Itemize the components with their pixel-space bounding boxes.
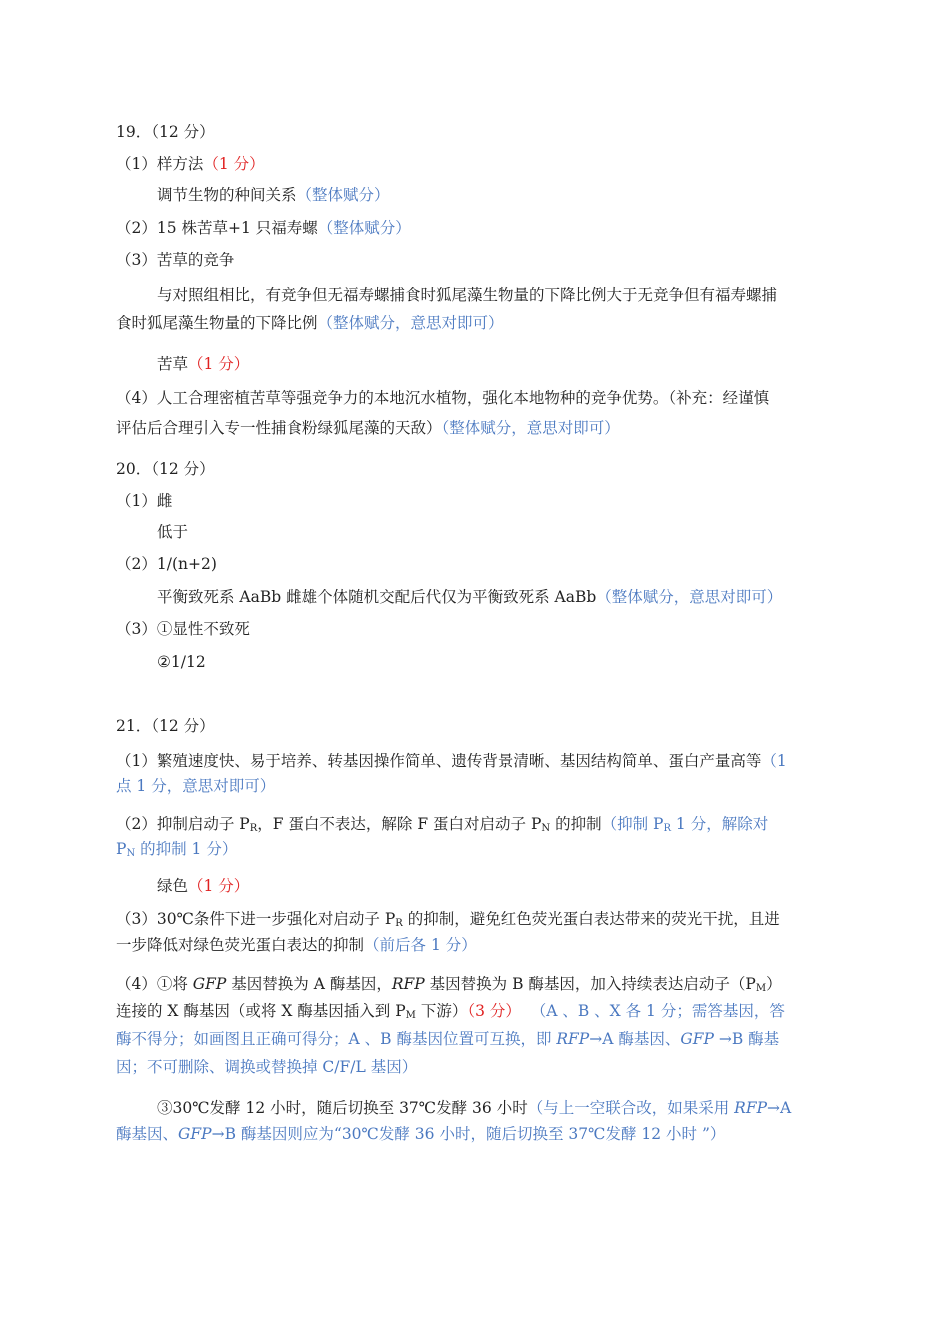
q21-part4-second-line1 <box>157 1098 791 1118</box>
q19-part1 <box>116 154 265 174</box>
q19-header <box>116 122 215 142</box>
q20-header <box>116 459 215 479</box>
q21-part3-text-b: 的抑制，避免红色荧光蛋白表达带来的荧光干扰，且进 <box>402 910 780 928</box>
q19-part1-second-answer: 调节生物的种间关系 <box>157 186 297 204</box>
q21-part4-text-a: （4）①将 <box>116 975 193 993</box>
q21-part4-second-note-rfp: RFP <box>734 1099 768 1117</box>
q21-part4-second-line2 <box>116 1124 725 1144</box>
q21-part4-note-rfp: RFP <box>556 1030 590 1048</box>
q19-part1-answer: （1）样方法 <box>116 155 204 173</box>
q21-part4-note-l3-b: →A 酶基因、 <box>589 1030 681 1048</box>
q21-part2-second-score: （1 分） <box>188 877 250 895</box>
q20-part2-second-note: （整体赋分，意思对即可） <box>596 588 783 606</box>
q21-part2-sub-n: N <box>541 823 551 834</box>
q21-part2-note-b: 1 分，解除对 <box>670 815 769 833</box>
q19-part1-second-note: （整体赋分） <box>296 186 390 204</box>
q20-part2-second-answer: 平衡致死系 AaBb 雌雄个体随机交配后代仅为平衡致死系 AaBb <box>157 588 597 606</box>
q19-part2 <box>116 218 411 238</box>
q19-header-text: 19．（12 分） <box>116 123 215 141</box>
q21-part4-line4 <box>116 1057 417 1077</box>
q21-part4-note-l2: （A 、B 、X 各 1 分；需答基因，答 <box>520 1002 785 1020</box>
q21-part3-text2: 一步降低对绿色荧光蛋白表达的抑制 <box>116 936 365 954</box>
q19-part3-second-note: （整体赋分，意思对即可） <box>317 314 504 332</box>
q21-part3-line2 <box>116 935 477 955</box>
q19-part4-line1 <box>116 388 769 408</box>
q19-part3-second-line1 <box>157 285 777 305</box>
q21-part2-note-a: （抑制 P <box>601 815 664 833</box>
q21-part2-second <box>157 876 249 896</box>
q19-part3-second-line2 <box>116 313 504 333</box>
q21-part2-note-d: 的抑制 1 分） <box>135 840 238 858</box>
q21-part4-line3 <box>116 1029 779 1049</box>
q19-part3-second-text1: 与对照组相比，有竞争但无福寿螺捕食时狐尾藻生物量的下降比例大于无竞争但有福寿螺捕 <box>157 286 778 304</box>
q21-part2-text-b: ，F 蛋白不表达，解除 F 蛋白对启动子 P <box>257 815 542 833</box>
q19-part2-note: （整体赋分） <box>317 219 411 237</box>
q19-part3-third <box>157 354 249 374</box>
q20-part3-answer: （3）①显性不致死 <box>116 620 250 638</box>
q21-part2-text-a: （2）抑制启动子 P <box>116 815 250 833</box>
q21-part4-note-l3-c: →B 酶基 <box>713 1030 780 1048</box>
q21-part4-l2-sub-m: M <box>405 1010 416 1021</box>
q19-part3-answer: （3）苦草的竞争 <box>116 251 235 269</box>
q21-part1-line1 <box>116 751 787 771</box>
q19-part4-note: （整体赋分，意思对即可） <box>441 419 620 437</box>
q21-part1-note-a: （1 <box>761 752 787 770</box>
q19-part1-second <box>157 185 390 205</box>
q21-part4-gfp: GFP <box>192 975 227 993</box>
q21-part4-rfp: RFP <box>391 975 425 993</box>
q21-part4-score: （3 分） <box>467 1002 521 1020</box>
q21-header-text: 21．（12 分） <box>116 717 215 735</box>
q19-part3-second-text2: 食时狐尾藻生物量的下降比例 <box>116 314 318 332</box>
q21-part1-line2 <box>116 776 275 796</box>
q21-part4-second-note-gfp: GFP <box>178 1125 212 1143</box>
q21-part1-text1: （1）繁殖速度快、易于培养、转基因操作简单、遗传背景清晰、基因结构简单、蛋白产量高等 <box>116 752 762 770</box>
q20-part1-answer: （1）雌 <box>116 492 173 510</box>
q19-part1-score: （1 分） <box>203 155 265 173</box>
q21-part2-note-sub-r: R <box>663 823 671 834</box>
q21-part2-note-sub-n: N <box>126 848 136 859</box>
q21-part2-text-c: 的抑制 <box>550 815 602 833</box>
q21-part4-text-c: 基因替换为 B 酶基因，加入持续表达启动子（P <box>424 975 756 993</box>
q21-part3-note: （前后各 1 分） <box>364 936 477 954</box>
q21-part2-line2 <box>116 839 237 859</box>
q21-part4-second-note-l2-b: →B 酶基因则应为“30℃发酵 36 小时，随后切换至 37℃发酵 12 小时 ”） <box>211 1125 726 1143</box>
q20-part1-second <box>157 522 188 542</box>
q21-part3-sub-r: R <box>395 918 403 929</box>
q19-part4-line2 <box>116 418 620 438</box>
q19-part4-text1: （4）人工合理密植苦草等强竞争力的本地沉水植物，强化本地物种的竞争优势。（补充：经谨慎 <box>116 389 770 407</box>
q20-part2 <box>116 554 217 574</box>
q21-part4-line1 <box>116 974 782 994</box>
q21-part2-sub-r: R <box>249 823 258 834</box>
q20-header-text: 20．（12 分） <box>116 460 215 478</box>
q21-part4-second-note-a: （与上一空联合改，如果采用 <box>527 1099 735 1117</box>
q20-part2-second <box>157 587 782 607</box>
q20-part3 <box>116 619 250 639</box>
q21-part4-l2-text-a: 连接的 X 酶基因（或将 X 酶基因插入到 P <box>116 1002 406 1020</box>
q21-part2-line1 <box>116 814 768 834</box>
q21-part4-l2-text-b: 下游） <box>415 1002 468 1020</box>
q20-part1-second-answer: 低于 <box>157 523 189 541</box>
q20-part2-answer: （2）1/(n+2) <box>116 555 217 573</box>
q21-part4-note-l3-a: 酶不得分；如画图且正确可得分；A 、B 酶基因位置可互换，即 <box>116 1030 557 1048</box>
q21-part1-note-b: 点 1 分，意思对即可） <box>116 777 276 795</box>
q21-part4-note-l4: 因；不可删除、调换或替换掉 C/F/L 基因） <box>116 1058 418 1076</box>
q19-part2-answer: （2）15 株苦草+1 只福寿螺 <box>116 219 318 237</box>
q21-part4-text-b: 基因替换为 A 酶基因， <box>226 975 392 993</box>
q19-part3-third-answer: 苦草 <box>157 355 189 373</box>
q21-part4-line2 <box>116 1001 785 1021</box>
q21-part2-note-c: P <box>116 840 127 858</box>
q21-part4-second-note-l2-a: 酶基因、 <box>116 1125 179 1143</box>
q21-part3-line1 <box>116 909 780 929</box>
q20-part3-second-answer: ②1/12 <box>157 653 206 671</box>
q19-part3 <box>116 250 234 270</box>
q19-part4-text2: 评估后合理引入专一性捕食粉绿狐尾藻的天敌） <box>116 419 442 437</box>
q21-header <box>116 716 215 736</box>
q19-part3-third-score: （1 分） <box>188 355 250 373</box>
q21-part4-second-answer: ③30℃发酵 12 小时，随后切换至 37℃发酵 36 小时 <box>157 1099 528 1117</box>
q21-part4-text-d: ） <box>766 975 782 993</box>
q20-part1 <box>116 491 172 511</box>
q21-part4-second-note-b: →A <box>767 1099 792 1117</box>
q21-part4-note-gfp: GFP <box>680 1030 714 1048</box>
q21-part3-text-a: （3）30℃条件下进一步强化对启动子 P <box>116 910 396 928</box>
q20-part3-second <box>157 652 206 672</box>
q21-part2-second-answer: 绿色 <box>157 877 189 895</box>
q21-part4-sub-m: M <box>755 983 767 994</box>
